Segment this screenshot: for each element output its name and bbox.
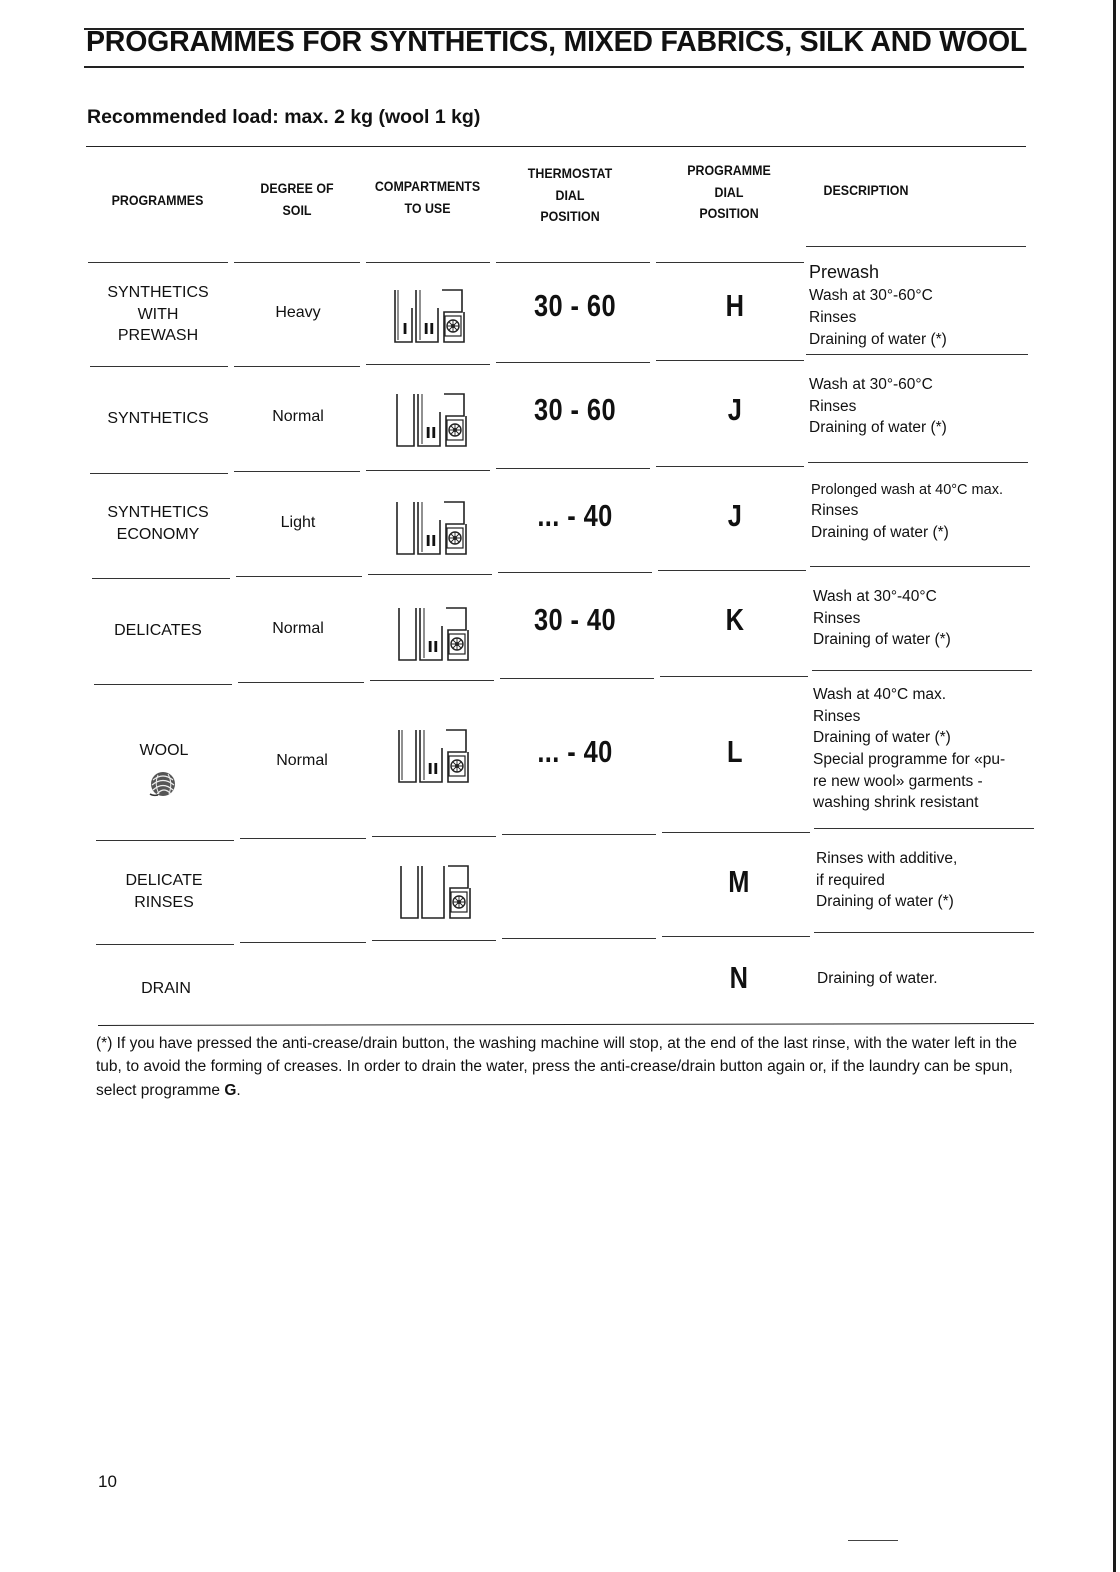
separator-segment xyxy=(656,262,804,263)
separator-segment xyxy=(366,262,490,263)
separator-segment xyxy=(366,364,490,365)
description-line: Wash at 30°-40°C xyxy=(813,588,937,605)
programme-name-line: ECONOMY xyxy=(116,525,200,543)
separator-segment xyxy=(662,832,810,833)
header-soil-line: SOIL xyxy=(282,202,312,218)
detergent-dispenser-icon xyxy=(394,392,480,452)
detergent-dispenser-icon xyxy=(392,288,478,348)
programme-description xyxy=(811,480,1046,544)
description-line: if required xyxy=(816,871,885,889)
description-line: Wash at 30°-60°C xyxy=(809,376,933,393)
header-programmes xyxy=(95,190,219,212)
page-number: 10 xyxy=(98,1472,117,1491)
programme-description xyxy=(816,848,1051,913)
separator-segment xyxy=(96,944,234,945)
programme-name xyxy=(84,870,244,913)
description-line: washing shrink resistant xyxy=(813,794,979,812)
programme-name-line: SYNTHETICS xyxy=(107,284,209,301)
programme-name-line: WITH xyxy=(137,305,179,323)
header-thermostat-line: THERMOSTAT xyxy=(527,166,613,181)
description-line: Rinses xyxy=(811,502,859,520)
description-line: Special programme for «pu- xyxy=(813,751,1006,769)
compartment-label: II xyxy=(427,760,439,778)
separator-segment xyxy=(806,354,1028,355)
degree-of-soil: Normal xyxy=(272,620,324,637)
separator-segment xyxy=(656,360,804,361)
header-programme-dial-line: PROGRAMME xyxy=(687,163,771,178)
page-edge-shadow xyxy=(1113,0,1116,1572)
programme-dial-position: K xyxy=(725,602,745,637)
thermostat-position: 30 - 60 xyxy=(533,392,616,427)
separator-segment xyxy=(808,462,1028,463)
programme-name-line: WOOL xyxy=(139,742,189,759)
description-line: Prewash xyxy=(809,262,880,282)
header-compartments-line: TO USE xyxy=(404,200,451,216)
separator-segment xyxy=(658,570,806,571)
compartment-label: II xyxy=(423,320,435,338)
programme-name xyxy=(86,978,246,1000)
programme-name-line: DELICATES xyxy=(114,622,202,639)
separator-segment xyxy=(236,576,362,577)
separator-segment xyxy=(660,676,808,677)
description-line: Draining of water (*) xyxy=(809,419,947,437)
separator-segment xyxy=(370,680,494,681)
separator-segment xyxy=(810,566,1030,567)
programme-description xyxy=(817,968,1052,990)
compartment-label: II xyxy=(425,424,437,442)
separator-segment xyxy=(366,470,490,471)
detergent-dispenser-icon xyxy=(396,728,482,788)
programme-name-line: SYNTHETICS xyxy=(107,410,209,427)
separator-segment xyxy=(806,246,1026,247)
header-programme-dial xyxy=(669,160,789,225)
programme-name-line: DELICATE xyxy=(125,872,203,889)
footnote xyxy=(96,1032,1041,1102)
header-thermostat-line: DIAL xyxy=(555,187,585,203)
footnote-end: . xyxy=(236,1081,241,1099)
footnote-programme-g: G xyxy=(224,1081,237,1099)
thermostat-position: ... - 40 xyxy=(537,498,613,533)
table-bottom-rule xyxy=(98,1023,1034,1026)
programme-dial-position: L xyxy=(727,734,743,769)
separator-segment xyxy=(502,834,656,835)
degree-of-soil: Normal xyxy=(276,752,328,769)
separator-segment xyxy=(656,466,804,467)
header-thermostat xyxy=(510,163,630,228)
wool-ball-icon xyxy=(148,768,178,798)
detergent-dispenser-icon xyxy=(394,500,480,560)
programme-name xyxy=(78,502,238,545)
description-line: Draining of water. xyxy=(817,970,938,987)
separator-segment xyxy=(368,574,492,575)
description-line: Draining of water (*) xyxy=(809,330,947,348)
description-line: Wash at 40°C max. xyxy=(813,686,947,703)
header-soil-line: DEGREE OF xyxy=(260,181,334,196)
separator-segment xyxy=(502,938,656,939)
detergent-dispenser-icon xyxy=(398,864,484,924)
header-compartments xyxy=(365,176,489,219)
programme-dial-position: J xyxy=(727,392,743,427)
separator-segment xyxy=(96,840,234,841)
separator-segment xyxy=(90,366,228,367)
description-line: re new wool» garments - xyxy=(813,772,983,790)
separator-segment xyxy=(814,828,1034,829)
separator-segment xyxy=(240,838,366,839)
degree-of-soil: Heavy xyxy=(275,304,321,321)
thermostat-position: 30 - 60 xyxy=(533,288,616,323)
compartment-label: II xyxy=(427,638,439,656)
programme-dial-position: M xyxy=(728,864,750,899)
description-line: Wash at 30°-60°C xyxy=(809,287,933,305)
description-line: Draining of water (*) xyxy=(811,523,949,541)
programme-name xyxy=(78,620,238,642)
programme-name xyxy=(78,282,238,347)
recommended-load: Recommended load: max. 2 kg (wool 1 kg) xyxy=(87,106,481,128)
description-line: Rinses with additive, xyxy=(816,850,958,867)
header-programme-dial-line: DIAL xyxy=(714,184,744,200)
separator-segment xyxy=(238,682,364,683)
description-line: Rinses xyxy=(813,707,861,725)
programme-description xyxy=(813,684,1048,814)
scan-mark xyxy=(848,1540,898,1541)
programme-description xyxy=(809,260,1044,350)
description-line: Prolonged wash at 40°C max. xyxy=(811,482,1003,498)
programme-name-line: DRAIN xyxy=(141,980,191,997)
separator-segment xyxy=(812,670,1032,671)
compartment-label: I xyxy=(402,320,408,338)
description-line: Draining of water (*) xyxy=(813,631,951,649)
separator-segment xyxy=(88,262,228,263)
description-line: Rinses xyxy=(809,308,857,326)
separator-segment xyxy=(234,471,360,472)
separator-segment xyxy=(90,473,228,474)
footnote-text: (*) If you have pressed the anti-crease/drain button, the washing machine will stop, at the end of the last rinse, with the water left in the tub, to avoid the forming of creases. In order to drain the water, press the anti-crease/drain button again or, if the laundry can be spun, select programme xyxy=(96,1035,1018,1099)
degree-of-soil: Light xyxy=(280,514,316,531)
separator-segment xyxy=(496,362,650,363)
header-description-line: DESCRIPTION xyxy=(823,183,909,198)
subtitle-rule xyxy=(86,146,1026,147)
separator-segment xyxy=(234,262,360,263)
separator-segment xyxy=(92,578,230,579)
separator-segment xyxy=(500,678,654,679)
programme-name-line: RINSES xyxy=(134,893,194,911)
programme-dial-position: H xyxy=(725,288,745,323)
programme-dial-position: N xyxy=(729,960,749,995)
thermostat-position: 30 - 40 xyxy=(533,602,616,637)
detergent-dispenser-icon xyxy=(396,606,482,666)
separator-segment xyxy=(498,572,652,573)
description-line: Draining of water (*) xyxy=(813,729,951,747)
programme-description xyxy=(813,586,1048,651)
programme-description xyxy=(809,374,1044,439)
programme-name xyxy=(84,740,244,762)
description-line: Rinses xyxy=(809,397,857,415)
separator-segment xyxy=(814,932,1034,933)
separator-segment xyxy=(662,936,810,937)
header-compartments-line: COMPARTMENTS xyxy=(374,179,481,194)
separator-segment xyxy=(234,366,360,367)
separator-segment xyxy=(372,940,496,941)
page-title: PROGRAMMES FOR SYNTHETICS, MIXED FABRICS, SILK AND WOOL xyxy=(86,26,1028,58)
header-soil xyxy=(237,178,357,221)
description-line: Rinses xyxy=(813,609,861,627)
programme-name xyxy=(78,408,238,430)
separator-segment xyxy=(240,942,366,943)
header-thermostat-line: POSITION xyxy=(540,209,600,225)
separator-segment xyxy=(496,468,650,469)
thermostat-position: ... - 40 xyxy=(537,734,613,769)
programme-name-line: SYNTHETICS xyxy=(107,504,209,521)
description-line: Draining of water (*) xyxy=(816,893,954,911)
header-description xyxy=(811,180,921,202)
degree-of-soil: Normal xyxy=(272,408,324,425)
programme-name-line: PREWASH xyxy=(117,327,199,345)
compartment-label: II xyxy=(425,532,437,550)
separator-segment xyxy=(94,684,232,685)
header-programme-dial-line: POSITION xyxy=(699,206,759,222)
separator-segment xyxy=(496,262,650,263)
title-bottom-rule xyxy=(84,66,1024,68)
separator-segment xyxy=(372,836,496,837)
programme-dial-position: J xyxy=(727,498,743,533)
header-programmes-line: PROGRAMMES xyxy=(111,193,204,208)
